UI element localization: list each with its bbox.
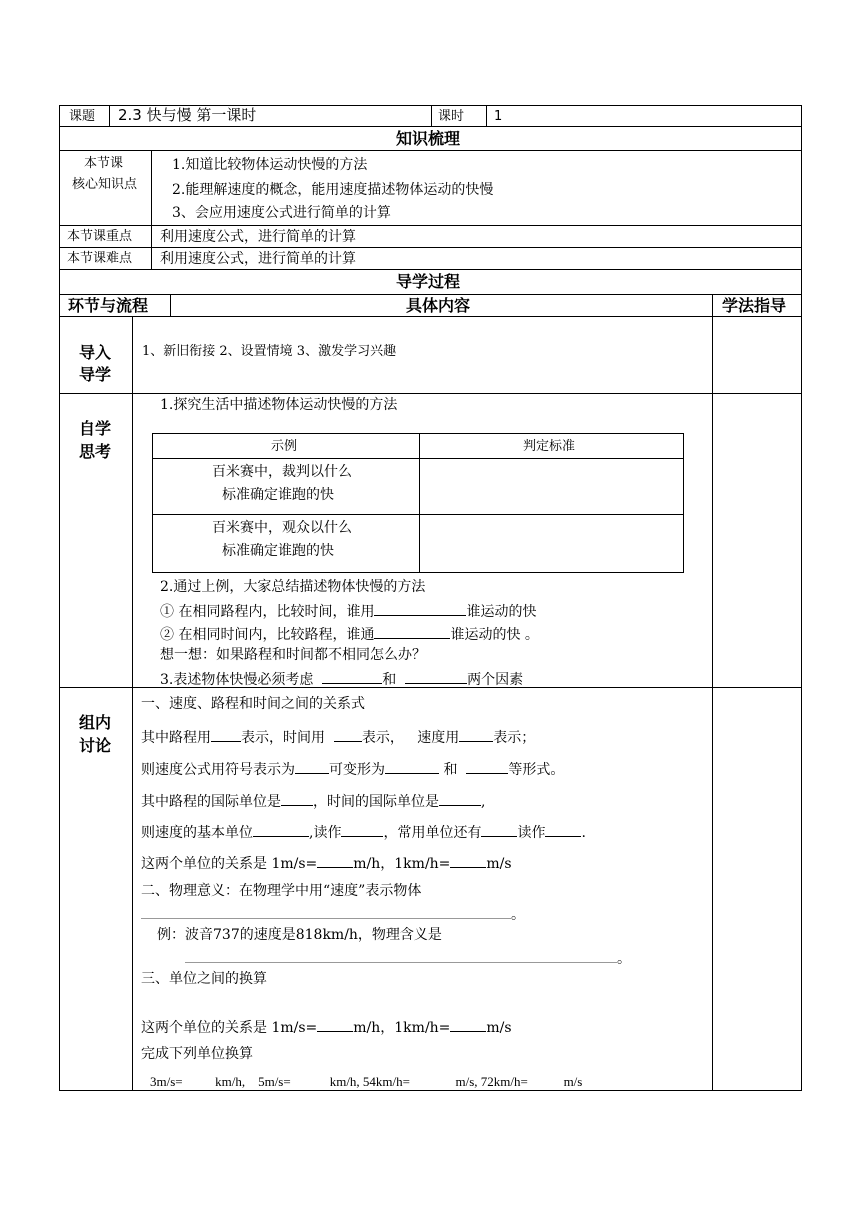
factor-blank-1[interactable] [322,670,382,684]
group-line-3: 其中路程的国际单位是 ，时间的国际单位是 , [141,794,486,810]
section-title-knowledge: 知识梳理 [396,129,461,148]
inner-table-row2-line1: 百米赛中，观众以什么 [212,520,352,536]
core-label-line2: 核心知识点 [72,177,138,192]
group-line-5: 这两个单位的关系是 1m/s= m/h，1km/h= m/s [141,856,512,872]
method-1-blank[interactable] [374,602,466,616]
core-item-1: 1.知道比较物体运动快慢的方法 [172,157,368,173]
group-section-3: 三、单位之间的换算 [141,971,267,987]
group-line-6: 这两个单位的关系是 1m/s= m/h，1km/h= m/s [141,1020,512,1036]
blank-common-unit[interactable] [481,823,517,837]
key-point-value: 利用速度公式，进行简单的计算 [160,229,356,245]
stage-group-line2: 讨论 [79,736,112,755]
physical-meaning-blank[interactable] [141,906,511,919]
group-section-1: 一、速度、路程和时间之间的关系式 [141,696,365,712]
example-answer: 。 [185,950,631,966]
blank-formula-variant-1[interactable] [385,760,439,774]
blank-common-unit-reading[interactable] [545,823,581,837]
blank-distance-unit[interactable] [281,792,313,806]
conversion-exercises: 3m/s= km/h, 5m/s= km/h, 54km/h= m/s, 72km/h= m/s [150,1074,583,1089]
key-point-label: 本节课重点 [67,229,133,244]
example-question: 例：波音737的速度是818km/h，物理含义是 [157,927,442,943]
topic-label: 课题 [69,109,96,124]
blank-kmh-to-ms[interactable] [450,854,486,868]
physical-meaning-answer: 。 [141,906,525,922]
group-line-1: 其中路程用 表示，时间用 表示， 速度用 表示； [141,730,536,746]
blank-time-symbol[interactable] [334,728,362,742]
blank-formula[interactable] [295,760,329,774]
blank-formula-variant-2[interactable] [466,760,508,774]
group-section-2: 二、物理意义：在物理学中用“速度”表示物体 [141,883,422,899]
method-2-blank[interactable] [374,625,450,639]
difficult-point-label: 本节课难点 [67,251,133,266]
blank-ms-to-mh-2[interactable] [317,1018,353,1032]
method-2: ② 在相同时间内，比较路程，谁通 谁运动的快 。 [160,627,539,643]
column-header-guide: 学法指导 [722,296,787,315]
column-header-content: 具体内容 [406,296,471,315]
topic-value: 2.3 快与慢 第一课时 [118,106,257,124]
self-study-question-1: 1.探究生活中描述物体运动快慢的方法 [160,397,398,413]
stage-group-line1: 组内 [79,713,112,732]
stage-intro-line1: 导入 [79,343,112,362]
inner-table-row1-line2: 标准确定谁跑的快 [222,487,334,503]
blank-ms-to-mh[interactable] [317,854,353,868]
blank-time-unit[interactable] [439,792,481,806]
inner-table-header-example: 示例 [271,439,298,454]
inner-table-row1-line1: 百米赛中，裁判以什么 [212,464,352,480]
core-item-3: 3、会应用速度公式进行简单的计算 [172,205,391,221]
blank-speed-symbol[interactable] [459,728,493,742]
example-answer-blank[interactable] [185,950,617,963]
period-label: 课时 [438,109,465,124]
column-header-stage: 环节与流程 [68,296,149,315]
intro-text: 1、新旧衔接 2、设置情境 3、激发学习兴趣 [142,344,397,359]
blank-speed-unit-reading[interactable] [341,823,383,837]
period-value: 1 [494,109,503,124]
self-study-question-2: 2.通过上例，大家总结描述物体快慢的方法 [160,579,426,595]
stage-self-study-line1: 自学 [79,419,112,438]
blank-distance-symbol[interactable] [211,728,241,742]
stage-intro-line2: 导学 [79,365,112,384]
factor-blank-2[interactable] [405,670,467,684]
blank-speed-unit[interactable] [253,823,309,837]
conversion-instruction: 完成下列单位换算 [141,1046,253,1062]
inner-table-row2-line2: 标准确定谁跑的快 [222,543,334,559]
difficult-point-value: 利用速度公式，进行简单的计算 [160,251,356,267]
group-line-4: 则速度的基本单位 ,读作 ，常用单位还有 读作 . [141,825,586,841]
think-question: 想一想：如果路程和时间都不相同怎么办？ [160,647,426,663]
stage-self-study-line2: 思考 [79,442,112,461]
self-study-question-3: 3.表述物体快慢必须考虑 和 两个因素 [160,672,524,688]
core-label-line1: 本节课 [84,156,124,171]
method-1: ① 在相同路程内，比较时间，谁用 谁运动的快 [160,604,537,620]
inner-table-header-criterion: 判定标准 [523,439,576,454]
blank-kmh-to-ms-2[interactable] [450,1018,486,1032]
section-title-process: 导学过程 [396,272,461,291]
group-line-2: 则速度公式用符号表示为 可变形为 和 等形式。 [141,762,565,778]
core-item-2: 2.能理解速度的概念，能用速度描述物体运动的快慢 [172,182,494,198]
